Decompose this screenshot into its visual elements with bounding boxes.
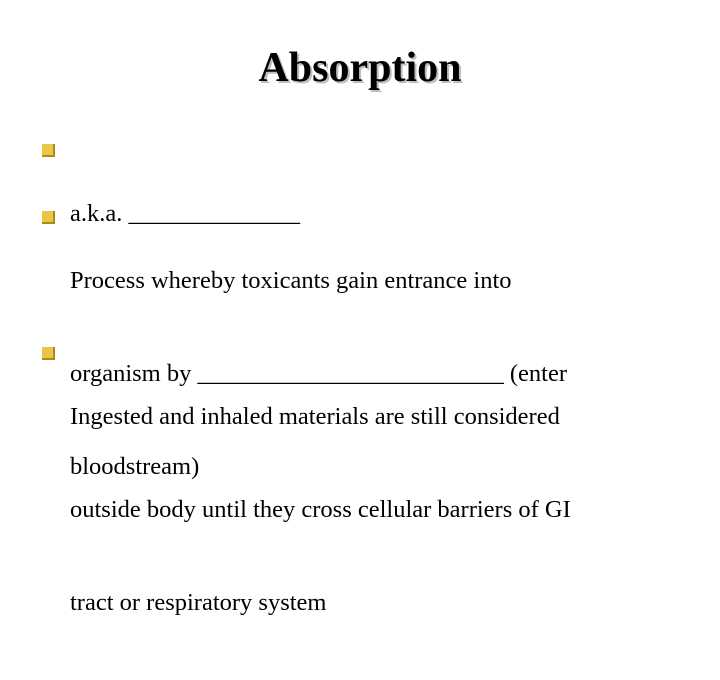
square-bullet-icon [42,347,55,360]
square-bullet-icon [42,144,55,157]
bullet-line: tract or respiratory system [70,589,327,616]
square-bullet-icon [42,211,55,224]
bullet-text [70,339,670,680]
bullet-line: a.k.a. ______________ [70,200,300,227]
slide-title: Absorption [258,45,462,91]
bullet-line: Ingested and inhaled materials are still considered [70,403,560,430]
bullet-line: outside body until they cross cellular barriers of GI [70,496,571,523]
bullet-line: Process whereby toxicants gain entrance into [70,267,512,294]
bullet-line: bloodstream) [70,453,200,480]
bullet-line: organism by _________________________ (enter [70,360,567,387]
